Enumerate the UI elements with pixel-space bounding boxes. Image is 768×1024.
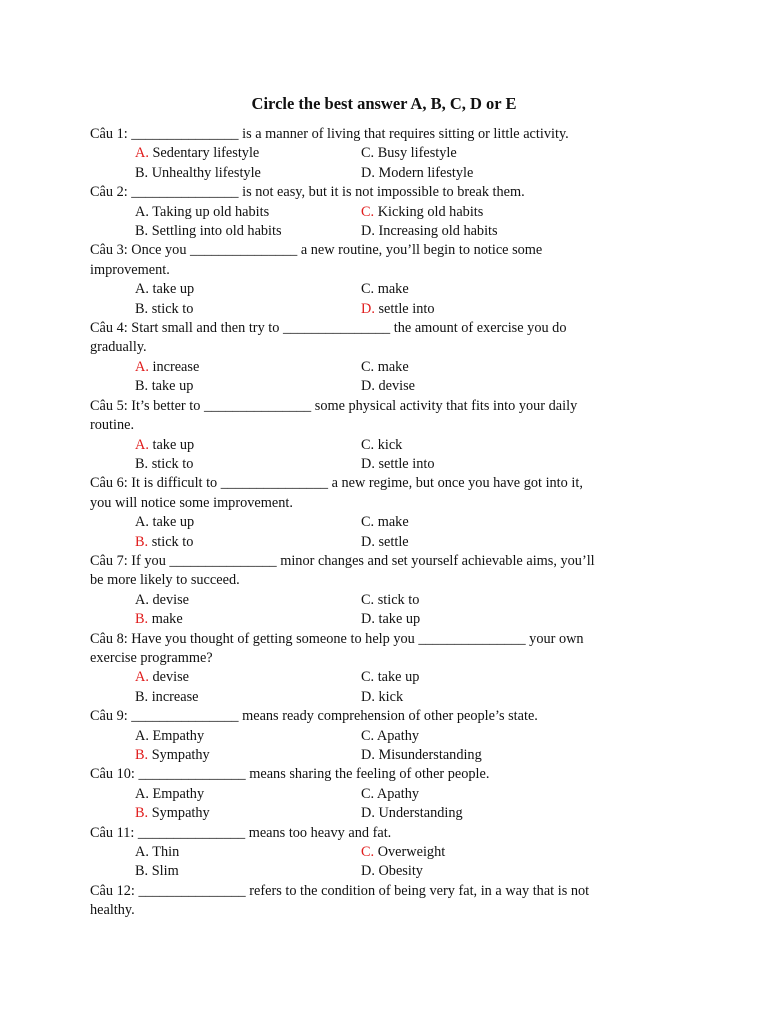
- option-letter: D.: [361, 378, 375, 395]
- options-row: [90, 280, 680, 299]
- option-letter: D.: [361, 223, 375, 240]
- option-letter: B.: [135, 863, 149, 880]
- answer-option[interactable]: [361, 203, 483, 222]
- answer-option[interactable]: [135, 436, 361, 455]
- option-letter: B.: [135, 688, 149, 705]
- answer-option[interactable]: [361, 513, 409, 532]
- option-text: stick to: [377, 591, 420, 608]
- question-text: routine.: [90, 417, 135, 434]
- option-letter: B.: [135, 164, 149, 181]
- question-text: Câu 8: Have you thought of getting someone to help you _______________ your own: [90, 630, 584, 647]
- answer-option[interactable]: [135, 862, 361, 881]
- option-text: stick to: [151, 300, 194, 317]
- question-text: gradually.: [90, 339, 147, 356]
- answer-option[interactable]: [361, 591, 419, 610]
- option-letter: B.: [135, 611, 149, 628]
- option-text: make: [377, 358, 409, 375]
- option-text: Obesity: [378, 863, 423, 880]
- options-row: [90, 862, 680, 881]
- answer-option[interactable]: [135, 727, 361, 746]
- answer-option[interactable]: [361, 164, 473, 183]
- answer-option[interactable]: [135, 746, 361, 765]
- option-letter: A.: [135, 203, 149, 220]
- answer-option[interactable]: [361, 727, 419, 746]
- options-row: [90, 843, 680, 862]
- answer-option[interactable]: [135, 668, 361, 687]
- answer-option[interactable]: [361, 377, 415, 396]
- option-letter: A.: [135, 785, 149, 802]
- answer-option[interactable]: [361, 610, 420, 629]
- question-text: healthy.: [90, 902, 135, 919]
- options-row: [90, 513, 680, 532]
- option-text: take up: [377, 669, 420, 686]
- option-letter: C.: [361, 785, 375, 802]
- option-text: Empathy: [152, 727, 205, 744]
- answer-option[interactable]: [135, 513, 361, 532]
- option-text: make: [377, 281, 409, 298]
- option-letter: B.: [135, 223, 149, 240]
- option-text: Busy lifestyle: [377, 145, 457, 162]
- option-text: make: [151, 611, 183, 628]
- question-block: [90, 765, 680, 823]
- option-letter: D.: [361, 533, 375, 550]
- answer-option[interactable]: [361, 688, 403, 707]
- option-text: Thin: [152, 844, 180, 861]
- answer-option[interactable]: [135, 203, 361, 222]
- options-row: [90, 533, 680, 552]
- options-row: [90, 610, 680, 629]
- question-block: [90, 183, 680, 241]
- option-letter: B.: [135, 805, 149, 822]
- question-text: exercise programme?: [90, 649, 213, 666]
- question-block: [90, 882, 680, 921]
- option-letter: D.: [361, 300, 375, 317]
- option-text: Sedentary lifestyle: [152, 145, 260, 162]
- answer-option[interactable]: [135, 843, 361, 862]
- option-letter: C.: [361, 591, 375, 608]
- answer-option[interactable]: [135, 533, 361, 552]
- option-text: stick to: [151, 533, 194, 550]
- question-text: Câu 4: Start small and then try to _______________ the amount of exercise you do: [90, 320, 567, 337]
- answer-option[interactable]: [361, 280, 409, 299]
- question-block: [90, 552, 680, 630]
- question-text: Câu 1: _______________ is a manner of living that requires sitting or little activity.: [90, 126, 569, 142]
- option-text: increase: [151, 688, 199, 705]
- option-text: kick: [378, 688, 404, 705]
- option-letter: C.: [361, 844, 375, 861]
- option-letter: D.: [361, 747, 375, 763]
- options-row: [90, 804, 680, 823]
- option-text: make: [377, 514, 409, 531]
- answer-option[interactable]: [361, 746, 482, 765]
- answer-option[interactable]: [361, 144, 457, 163]
- answer-option[interactable]: [135, 785, 361, 804]
- option-text: devise: [378, 378, 416, 395]
- question-block: [90, 707, 680, 765]
- answer-option[interactable]: [135, 455, 361, 474]
- answer-option[interactable]: [361, 436, 402, 455]
- option-text: take up: [152, 281, 195, 298]
- option-letter: B.: [135, 747, 149, 763]
- options-row: [90, 668, 680, 687]
- option-letter: D.: [361, 863, 375, 880]
- answer-option[interactable]: [135, 688, 361, 707]
- answer-option[interactable]: [361, 785, 419, 804]
- answer-option[interactable]: [135, 222, 361, 241]
- options-row: [90, 377, 680, 396]
- question-block: [90, 630, 680, 708]
- question-text: Câu 10: _______________ means sharing the feeling of other people.: [90, 766, 490, 783]
- question-block: [90, 125, 680, 183]
- option-letter: C.: [361, 358, 375, 375]
- option-text: Increasing old habits: [378, 223, 498, 240]
- options-row: [90, 300, 680, 319]
- question-text: Câu 11: _______________ means too heavy and fat.: [90, 824, 392, 841]
- answer-option[interactable]: [361, 804, 463, 823]
- options-row: [90, 203, 680, 222]
- option-letter: C.: [361, 145, 375, 162]
- answer-option[interactable]: [135, 164, 361, 183]
- question-text: Câu 5: It’s better to _______________ some physical activity that fits into your daily: [90, 397, 578, 414]
- options-row: [90, 455, 680, 474]
- option-text: Apathy: [376, 727, 420, 744]
- option-text: Sympathy: [151, 805, 210, 822]
- option-letter: C.: [361, 281, 375, 298]
- question-block: [90, 397, 680, 475]
- question-text: improvement.: [90, 261, 170, 278]
- option-letter: C.: [361, 514, 375, 531]
- answer-option[interactable]: [361, 862, 423, 881]
- options-row: [90, 727, 680, 746]
- answer-option[interactable]: [135, 358, 361, 377]
- question-text: Câu 2: _______________ is not easy, but it is not impossible to break them.: [90, 184, 525, 201]
- options-row: [90, 688, 680, 707]
- option-letter: A.: [135, 844, 149, 861]
- answer-option[interactable]: [135, 280, 361, 299]
- option-letter: B.: [135, 533, 149, 550]
- question-block: [90, 241, 680, 319]
- option-text: devise: [152, 669, 190, 686]
- option-letter: A.: [135, 145, 149, 162]
- options-row: [90, 785, 680, 804]
- question-text: you will notice some improvement.: [90, 494, 293, 511]
- option-text: Kicking old habits: [377, 203, 484, 220]
- option-letter: C.: [361, 436, 375, 453]
- option-letter: D.: [361, 688, 375, 705]
- options-row: [90, 222, 680, 241]
- option-letter: D.: [361, 164, 375, 181]
- option-text: Understanding: [378, 805, 463, 822]
- option-letter: B.: [135, 300, 149, 317]
- question-text: Câu 7: If you _______________ minor changes and set yourself achievable aims, you’ll: [90, 552, 595, 569]
- worksheet-title: Circle the best answer A, B, C, D or E: [251, 94, 517, 113]
- option-text: take up: [378, 611, 421, 628]
- question-text: be more likely to succeed.: [90, 572, 240, 589]
- option-text: devise: [152, 591, 190, 608]
- options-row: [90, 164, 680, 183]
- answer-option[interactable]: [135, 804, 361, 823]
- option-text: increase: [152, 358, 200, 375]
- option-text: Slim: [151, 863, 179, 880]
- option-letter: C.: [361, 727, 375, 744]
- option-letter: A.: [135, 727, 149, 744]
- answer-option[interactable]: [135, 144, 361, 163]
- option-text: Overweight: [377, 844, 446, 861]
- option-letter: D.: [361, 611, 375, 628]
- answer-option[interactable]: [361, 358, 409, 377]
- option-text: take up: [152, 436, 195, 453]
- option-text: take up: [152, 514, 195, 531]
- question-text: Câu 6: It is difficult to _______________ a new regime, but once you have got into it,: [90, 475, 583, 492]
- option-text: Settling into old habits: [151, 223, 282, 240]
- options-row: [90, 436, 680, 455]
- option-letter: A.: [135, 358, 149, 375]
- option-letter: C.: [361, 203, 375, 220]
- option-text: stick to: [151, 455, 194, 472]
- answer-option[interactable]: [135, 591, 361, 610]
- option-letter: A.: [135, 514, 149, 531]
- option-text: Sympathy: [151, 747, 210, 763]
- option-text: Unhealthy lifestyle: [151, 164, 261, 181]
- answer-option[interactable]: [361, 222, 498, 241]
- question-block: [90, 319, 680, 397]
- option-letter: C.: [361, 669, 375, 686]
- option-text: Apathy: [376, 785, 420, 802]
- option-text: settle into: [378, 455, 435, 472]
- question-block: [90, 474, 680, 552]
- question-text: Câu 3: Once you _______________ a new routine, you’ll begin to notice some: [90, 242, 543, 259]
- answer-option[interactable]: [361, 668, 419, 687]
- answer-option[interactable]: [135, 610, 361, 629]
- option-letter: D.: [361, 805, 375, 822]
- option-letter: D.: [361, 455, 375, 472]
- question-list: [90, 125, 680, 921]
- option-text: Empathy: [152, 785, 205, 802]
- answer-option[interactable]: [361, 300, 434, 319]
- option-text: Taking up old habits: [152, 203, 270, 220]
- answer-option[interactable]: [361, 533, 409, 552]
- options-row: [90, 144, 680, 163]
- question-text: Câu 12: _______________ refers to the condition of being very fat, in a way that is not: [90, 882, 590, 899]
- question-block: [90, 824, 680, 882]
- option-text: kick: [377, 436, 403, 453]
- options-row: [90, 746, 680, 765]
- option-text: settle: [378, 533, 409, 550]
- option-letter: A.: [135, 669, 149, 686]
- option-letter: A.: [135, 591, 149, 608]
- option-text: take up: [151, 378, 194, 395]
- option-letter: B.: [135, 378, 149, 395]
- option-letter: A.: [135, 281, 149, 298]
- answer-option[interactable]: [361, 455, 434, 474]
- option-text: Modern lifestyle: [378, 164, 474, 181]
- answer-option[interactable]: [361, 843, 445, 862]
- question-text: Câu 9: _______________ means ready comprehension of other people’s state.: [90, 708, 538, 725]
- option-text: settle into: [378, 300, 435, 317]
- option-letter: A.: [135, 436, 149, 453]
- answer-option[interactable]: [135, 300, 361, 319]
- options-row: [90, 591, 680, 610]
- options-row: [90, 358, 680, 377]
- answer-option[interactable]: [135, 377, 361, 396]
- option-text: Misunderstanding: [378, 747, 482, 763]
- option-letter: B.: [135, 455, 149, 472]
